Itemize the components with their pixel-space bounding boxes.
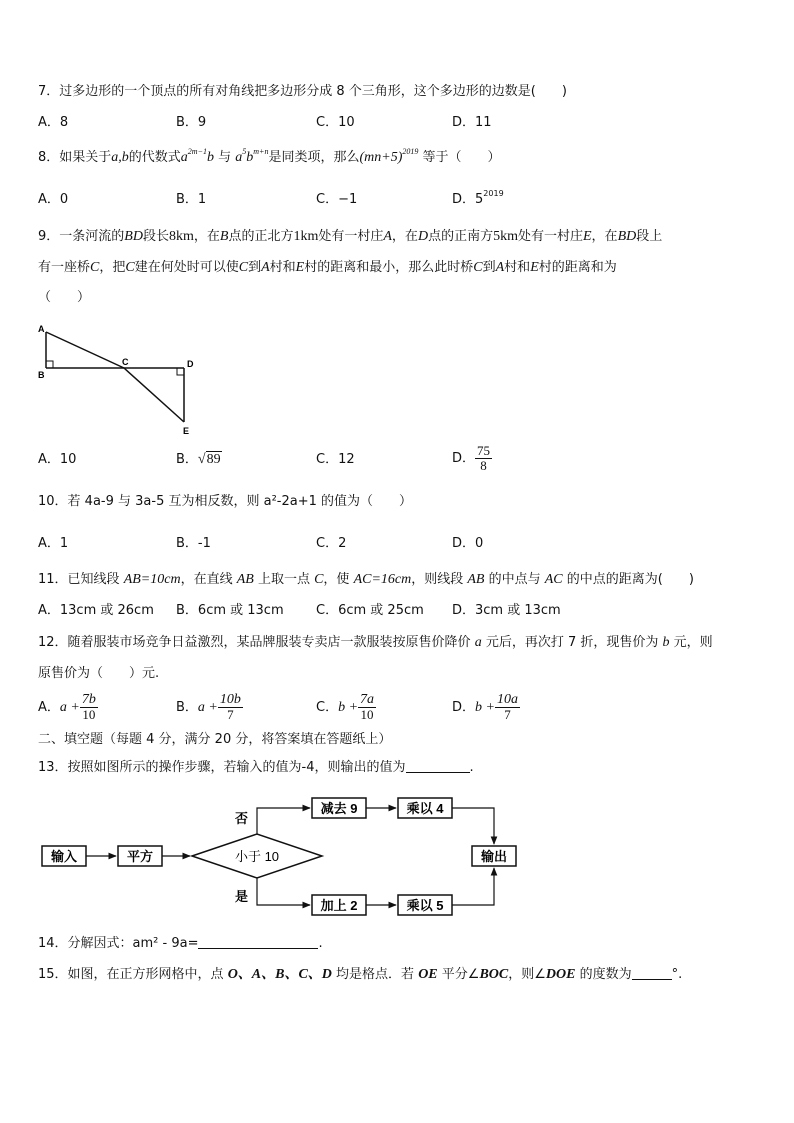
q15-answer-blank[interactable]: [632, 966, 672, 980]
q9-option-d: D． $\frac{75}{8}$: [452, 443, 491, 473]
flow-no-label: 否: [235, 811, 249, 826]
q14-stem: 14．分解因式：am² - 9a= .: [38, 936, 323, 951]
q12-option-b: B．a + $\frac{10b}{7}$: [176, 692, 241, 722]
q9-option-c: C．12: [316, 452, 355, 467]
q11-option-a: A．13cm 或 26cm: [38, 603, 154, 618]
q13-stem: 13．按照如图所示的操作步骤，若输入的值为-4，则输出的值为 .: [38, 760, 474, 775]
q8-expression: $(mn+5)^{2019}$: [359, 147, 419, 165]
q15-stem: 15．如图，在正方形网格中，点 O、A、B、C、D 均是格点．若 OE 平分∠BOC，则∠DOE 的度数为 °.: [38, 967, 683, 982]
q12-option-d: D．b + $\frac{10a}{7}$: [452, 692, 518, 722]
q11-option-c: C．6cm 或 25cm: [316, 603, 424, 618]
q8-text-1: 8．如果关于: [38, 150, 112, 165]
q14-answer-blank[interactable]: [198, 935, 318, 949]
q12-option-c: C．b + $\frac{7a}{10}$: [316, 692, 375, 722]
figure-label-a: A: [38, 324, 45, 334]
flow-input-label: 输入: [50, 849, 78, 864]
q10-option-c: C．2: [316, 536, 347, 551]
q8-text-4: 是同类项，那么: [268, 150, 360, 165]
q7-option-c: C．10: [316, 115, 355, 130]
figure-label-e: E: [183, 426, 190, 436]
q9-line-3: （ ）: [38, 290, 91, 305]
q7-option-a: A．8: [38, 115, 69, 130]
q9-river-figure: [30, 318, 210, 438]
q8-stem: [38, 149, 501, 167]
figure-label-b: B: [38, 370, 45, 380]
q8-option-b: B．1: [176, 192, 207, 207]
q11-stem: 11．已知线段 AB=10cm，在直线 AB 上取一点 C，使 AC=16cm，则线段 AB 的中点与 AC 的中点的距离为( ): [38, 572, 694, 587]
figure-label-d: D: [187, 359, 194, 369]
flow-multiply5-label: 乘以 5: [406, 898, 444, 913]
q10-option-d: D．0: [452, 536, 484, 551]
q8-text-2: 的代数式: [128, 150, 181, 165]
flow-yes-label: 是: [235, 889, 249, 904]
q9-line-1: 9．一条河流的BD段长8km，在B点的正北方1km处有一村庄A，在D点的正南方5km处有一村庄E，在BD段上: [38, 229, 663, 244]
q9-option-b: B．√89: [176, 452, 221, 467]
q8-option-d: D．$5^{2019}$: [452, 189, 504, 207]
flow-multiply4-label: 乘以 4: [406, 801, 444, 816]
q8-text-3: 与: [218, 150, 232, 165]
q12-line-1: 12．随着服装市场竞争日益激烈，某品牌服装专卖店一款服装按原售价降价 a 元后，再次打 7 折，现售价为 b 元，则: [38, 635, 713, 650]
q11-option-d: D．3cm 或 13cm: [452, 603, 561, 618]
q8-option-c: C．−1: [316, 192, 358, 207]
q11-option-b: B．6cm 或 13cm: [176, 603, 284, 618]
q12-line-2: 原售价为（ ）元.: [38, 666, 160, 681]
q7-stem: 7．过多边形的一个顶点的所有对角线把多边形分成 8 个三角形，这个多边形的边数是( ): [38, 84, 567, 99]
q13-flowchart: [36, 790, 526, 920]
q7-option-d: D．11: [452, 115, 492, 130]
q13-answer-blank[interactable]: [406, 759, 470, 773]
q9-option-a: A．10: [38, 452, 77, 467]
q10-stem: 10．若 4a-9 与 3a-5 互为相反数，则 a²-2a+1 的值为（ ）: [38, 494, 413, 509]
q8-option-a: A．0: [38, 192, 69, 207]
figure-label-c: C: [122, 357, 129, 367]
flow-subtract-label: 减去 9: [320, 801, 358, 816]
q10-option-a: A．1: [38, 536, 69, 551]
q7-option-b: B．9: [176, 115, 207, 130]
q9-line-2: 有一座桥C，把C建在何处时可以使C到A村和E村的距离和最小，那么此时桥C到A村和E村的距离和为: [38, 260, 617, 275]
flow-add-label: 加上 2: [320, 898, 358, 913]
q8-monomial-2: $a^5b^{m+n}$: [235, 147, 269, 165]
flow-square-label: 平方: [126, 849, 154, 864]
q8-vars: a,b: [111, 150, 129, 165]
section-heading-fill-in: 二、填空题（每题 4 分，满分 20 分，将答案填在答题纸上）: [38, 732, 392, 747]
q8-monomial-1: $a^{2m-1}b$: [180, 147, 214, 165]
flow-output-label: 输出: [480, 849, 508, 864]
q10-option-b: B．-1: [176, 536, 211, 551]
flow-condition-label: 小于 10: [234, 849, 280, 864]
q8-text-5: 等于（ ）: [422, 150, 501, 165]
q12-option-a: A．a + $\frac{7b}{10}$: [38, 692, 96, 722]
